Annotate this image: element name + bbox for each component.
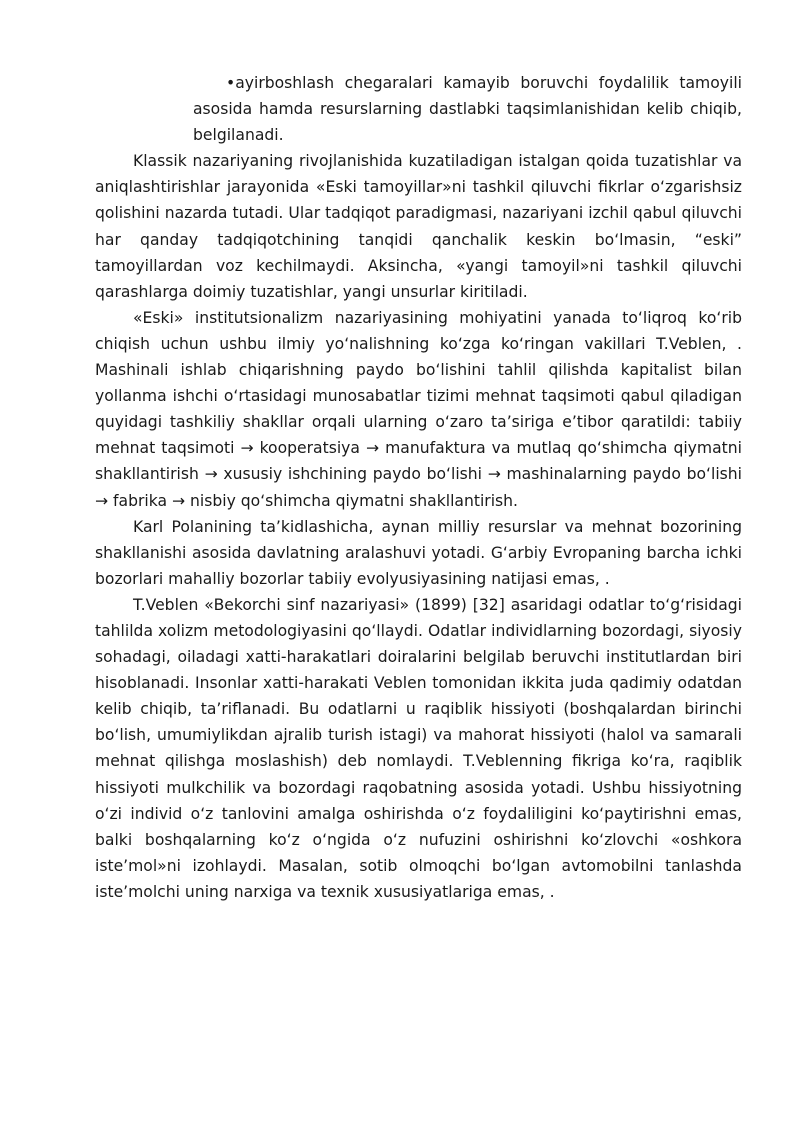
paragraph: Karl Polanining ta’kidlashicha, aynan milliy resurslar va mehnat bozorining shakllanishi asosida davlatning aralashuvi yotadi. G‘arbiy Evropaning barcha ichki bozorlari mahalliy bozorlar tabiiy evolyusiyasining natijasi emas, . xyxy=(95,517,742,588)
bullet-icon: • xyxy=(226,74,236,92)
bullet-text: ayirboshlash chegaralari kamayib boruvchi foydalilik tamoyili asosida hamda resurslarning dastlabki taqsimlanishidan kelib chiqib, belgilanadi. xyxy=(193,74,742,145)
paragraph: T.Veblen «Bekorchi sinf nazariyasi» (1899) [32] asaridagi odatlar to‘g‘risidagi tahlilda xolizm metodologiyasini qo‘llaydi. Odatlar individlarning bozordagi, siyosiy sohadagi, oiladagi xatti-harakatlari doiralarini belgilab beruvchi institutlardan biri hisoblanadi. Insonlar xatti-harakati Veblen tomonidan ikkita juda qadimiy odatdan kelib chiqib, ta’riflanadi. Bu odatlarni u raqiblik hissiyoti (boshqalardan birinchi bo‘lish, umumiylikdan ajralib turish istagi) va mahorat hissiyoti (halol va samarali mehnat qilishga moslashish) deb nomlaydi. T.Veblenning fikriga ko‘ra, raqiblik hissiyoti mulkchilik va bozordagi raqobatning asosida yotadi. Ushbu hissiyotning o‘zi individ o‘z tanlovini amalga oshirishda o‘z foydaliligini ko‘paytirishni emas, balki boshqalarning ko‘z o‘ngida o‘z nufuzini oshirishni ko‘zlovchi «oshkora iste’mol»ni izohlaydi. Masalan, sotib olmoqchi bo‘lgan avtomobilni tanlashda iste’molchi uning narxiga va texnik xususiyatlariga emas, . xyxy=(95,595,742,901)
document-body xyxy=(95,70,742,905)
bullet-item xyxy=(193,70,742,148)
paragraph: «Eski» institutsionalizm nazariyasining mohiyatini yanada to‘liqroq ko‘rib chiqish uchun ushbu ilmiy yo‘nalishning ko‘zga ko‘ringan vakillari T.Veblen, . Mashinali ishlab chiqarishning paydo bo‘lishini tahlil qilishda kapitalist bilan yollanma ishchi o‘rtasidagi munosabatlar tizimi mehnat taqsimoti qabul qiladigan quyidagi tashkiliy shakllar orqali ularning o‘zaro ta’siriga e’tibor qaratildi: tabiiy mehnat taqsimoti → kooperatsiya → manufaktura va mutlaq qo‘shimcha qiymatni shakllantirish → xususiy ishchining paydo bo‘lishi → mashinalarning paydo bo‘lishi → fabrika → nisbiy qo‘shimcha qiymatni shakllantirish. xyxy=(95,308,742,510)
paragraph: Klassik nazariyaning rivojlanishida kuzatiladigan istalgan qoida tuzatishlar va aniqlashtirishlar jarayonida «Eski tamoyillar»ni tashkil qiluvchi fikrlar o‘zgarishsiz qolishini nazarda tutadi. Ular tadqiqot paradigmasi, nazariyani izchil qabul qiluvchi har qanday tadqiqotchining tanqidi qanchalik keskin bo‘lmasin, “eski” tamoyillardan voz kechilmaydi. Aksincha, «yangi tamoyil»ni tashkil qiluvchi qarashlarga doimiy tuzatishlar, yangi unsurlar kiritiladi. xyxy=(95,152,742,301)
